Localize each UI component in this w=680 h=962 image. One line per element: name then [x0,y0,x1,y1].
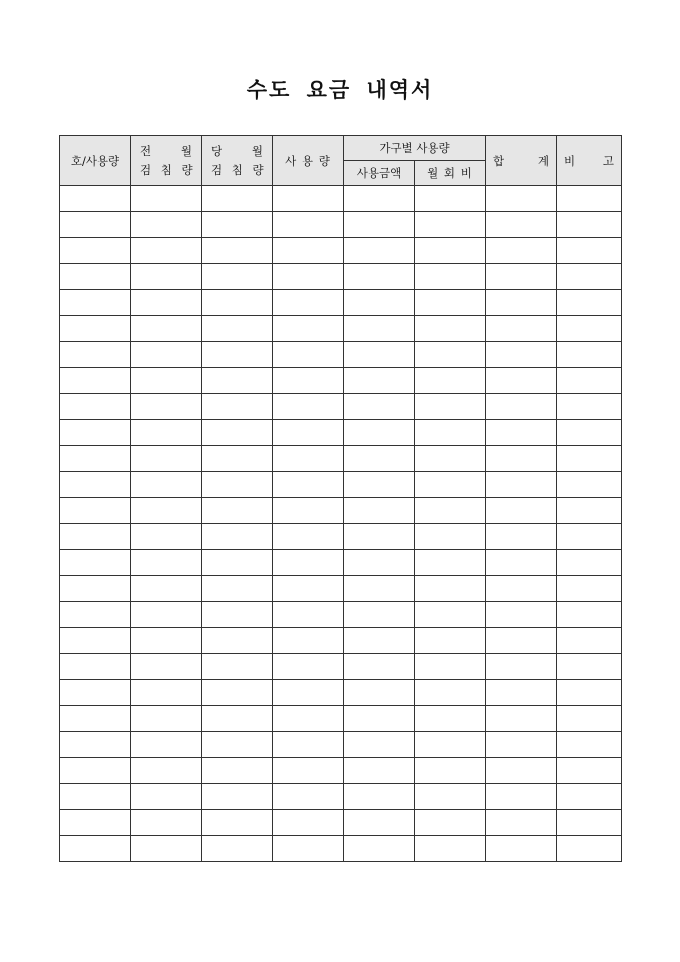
table-cell[interactable] [486,342,557,368]
table-cell[interactable] [273,706,344,732]
table-cell[interactable] [131,654,202,680]
water-bill-table [59,135,622,862]
table-cell[interactable] [273,420,344,446]
table-cell[interactable] [60,498,131,524]
table-cell[interactable] [202,810,273,836]
table-cell[interactable] [344,186,415,212]
table-cell[interactable] [202,706,273,732]
table-cell[interactable] [344,732,415,758]
table-cell[interactable] [273,810,344,836]
table-cell[interactable] [557,602,622,628]
table-cell[interactable] [557,420,622,446]
table-cell[interactable] [131,836,202,862]
table-row [60,810,622,836]
table-cell[interactable] [273,680,344,706]
table-cell[interactable] [202,498,273,524]
table-cell[interactable] [344,836,415,862]
table-cell[interactable] [415,654,486,680]
table-cell[interactable] [60,680,131,706]
table-cell[interactable] [202,238,273,264]
table-cell[interactable] [273,238,344,264]
table-cell[interactable] [60,394,131,420]
table-cell[interactable] [60,654,131,680]
table-cell[interactable] [202,212,273,238]
table-cell[interactable] [486,628,557,654]
table-cell[interactable] [60,186,131,212]
table-cell[interactable] [557,368,622,394]
table-cell[interactable] [344,420,415,446]
table-cell[interactable] [344,810,415,836]
table-cell[interactable] [415,498,486,524]
table-cell[interactable] [557,316,622,342]
table-row [60,342,622,368]
table-cell[interactable] [60,472,131,498]
table-cell[interactable] [415,446,486,472]
table-cell[interactable] [415,342,486,368]
table-row [60,550,622,576]
table-cell[interactable] [131,732,202,758]
table-cell[interactable] [344,576,415,602]
table-cell[interactable] [415,706,486,732]
table-cell[interactable] [131,446,202,472]
header-curr-month-reading: 당 월 검 침 량 [202,136,273,186]
table-cell[interactable] [415,472,486,498]
table-cell[interactable] [344,212,415,238]
table-cell[interactable] [131,186,202,212]
table-cell[interactable] [273,654,344,680]
table-cell[interactable] [131,290,202,316]
table-cell[interactable] [202,732,273,758]
table-header [60,136,622,186]
table-cell[interactable] [557,186,622,212]
table-cell[interactable] [202,758,273,784]
table-cell[interactable] [486,836,557,862]
table-row [60,602,622,628]
table-cell[interactable] [557,524,622,550]
table-cell[interactable] [131,264,202,290]
table-row [60,238,622,264]
table-cell[interactable] [557,732,622,758]
table-cell[interactable] [344,264,415,290]
table-cell[interactable] [415,758,486,784]
table-cell[interactable] [60,212,131,238]
table-row [60,680,622,706]
table-row [60,186,622,212]
table-cell[interactable] [344,680,415,706]
table-cell[interactable] [131,368,202,394]
table-cell[interactable] [344,368,415,394]
table-cell[interactable] [60,290,131,316]
table-cell[interactable] [273,498,344,524]
table-cell[interactable] [415,524,486,550]
table-cell[interactable] [273,316,344,342]
table-cell[interactable] [131,498,202,524]
table-cell[interactable] [131,810,202,836]
table-row [60,290,622,316]
table-cell[interactable] [202,342,273,368]
table-row [60,316,622,342]
table-cell[interactable] [273,524,344,550]
table-cell[interactable] [60,810,131,836]
table-cell[interactable] [60,446,131,472]
table-cell[interactable] [60,550,131,576]
table-cell[interactable] [557,654,622,680]
table-cell[interactable] [344,628,415,654]
table-cell[interactable] [131,420,202,446]
table-cell[interactable] [344,342,415,368]
table-row [60,472,622,498]
table-cell[interactable] [415,680,486,706]
table-cell[interactable] [344,238,415,264]
table-cell[interactable] [557,784,622,810]
header-remarks: 비 고 [557,136,622,186]
table-cell[interactable] [202,186,273,212]
table-cell[interactable] [486,654,557,680]
table-cell[interactable] [273,394,344,420]
table-cell[interactable] [273,446,344,472]
table-cell[interactable] [202,576,273,602]
table-cell[interactable] [131,784,202,810]
table-cell[interactable] [415,836,486,862]
table-cell[interactable] [486,238,557,264]
table-cell[interactable] [557,498,622,524]
table-cell[interactable] [557,394,622,420]
table-cell[interactable] [60,706,131,732]
table-cell[interactable] [415,602,486,628]
table-cell[interactable] [131,680,202,706]
table-cell[interactable] [486,524,557,550]
table-cell[interactable] [202,420,273,446]
table-row [60,498,622,524]
table-cell[interactable] [273,342,344,368]
table-cell[interactable] [557,264,622,290]
table-cell[interactable] [60,758,131,784]
table-cell[interactable] [344,550,415,576]
table-cell[interactable] [344,602,415,628]
header-usage-amount: 사용금액 [344,161,415,186]
header-prev-month-reading: 전 월 검 침 량 [131,136,202,186]
table-cell[interactable] [273,368,344,394]
table-cell[interactable] [60,602,131,628]
table-cell[interactable] [60,342,131,368]
table-cell[interactable] [131,472,202,498]
table-cell[interactable] [344,472,415,498]
table-cell[interactable] [344,290,415,316]
table-cell[interactable] [131,550,202,576]
table-row [60,576,622,602]
table-cell[interactable] [557,628,622,654]
table-row [60,264,622,290]
table-cell[interactable] [415,732,486,758]
table-cell[interactable] [202,784,273,810]
table-row [60,628,622,654]
table-cell[interactable] [131,628,202,654]
table-cell[interactable] [557,810,622,836]
table-cell[interactable] [344,524,415,550]
table-cell[interactable] [557,238,622,264]
table-cell[interactable] [60,628,131,654]
table-row [60,524,622,550]
table-cell[interactable] [486,264,557,290]
table-row [60,758,622,784]
table-cell[interactable] [486,186,557,212]
table-cell[interactable] [415,628,486,654]
table-cell[interactable] [273,576,344,602]
table-cell[interactable] [273,290,344,316]
table-cell[interactable] [557,212,622,238]
table-cell[interactable] [415,264,486,290]
table-cell[interactable] [486,472,557,498]
table-cell[interactable] [557,550,622,576]
table-cell[interactable] [486,576,557,602]
table-cell[interactable] [344,394,415,420]
table-cell[interactable] [557,576,622,602]
header-unit: 호/사용량 [60,136,131,186]
table-cell[interactable] [486,290,557,316]
table-cell[interactable] [60,420,131,446]
table-cell[interactable] [202,654,273,680]
table-cell[interactable] [415,810,486,836]
table-cell[interactable] [486,550,557,576]
table-cell[interactable] [202,680,273,706]
table-row [60,732,622,758]
table-cell[interactable] [557,680,622,706]
table-cell[interactable] [273,472,344,498]
table-cell[interactable] [273,732,344,758]
table-cell[interactable] [273,186,344,212]
table-cell[interactable] [557,342,622,368]
table-cell[interactable] [131,212,202,238]
table-cell[interactable] [60,836,131,862]
table-cell[interactable] [202,524,273,550]
table-cell[interactable] [486,420,557,446]
table-cell[interactable] [344,316,415,342]
table-cell[interactable] [486,706,557,732]
table-cell[interactable] [273,836,344,862]
table-cell[interactable] [131,342,202,368]
table-cell[interactable] [60,784,131,810]
table-row [60,836,622,862]
table-cell[interactable] [131,758,202,784]
table-cell[interactable] [486,732,557,758]
table-cell[interactable] [415,186,486,212]
table-cell[interactable] [60,368,131,394]
table-cell[interactable] [486,784,557,810]
table-cell[interactable] [486,316,557,342]
table-cell[interactable] [60,264,131,290]
table-cell[interactable] [415,238,486,264]
table-row [60,706,622,732]
table-row [60,446,622,472]
table-cell[interactable] [131,706,202,732]
table-cell[interactable] [344,498,415,524]
table-cell[interactable] [557,758,622,784]
header-total: 합 계 [486,136,557,186]
table-cell[interactable] [486,212,557,238]
table-cell[interactable] [131,602,202,628]
table-cell[interactable] [344,758,415,784]
header-monthly-fee: 월 회 비 [415,161,486,186]
table-cell[interactable] [273,758,344,784]
table-cell[interactable] [486,810,557,836]
table-cell[interactable] [273,602,344,628]
table-cell[interactable] [60,732,131,758]
table-cell[interactable] [60,576,131,602]
table-cell[interactable] [415,550,486,576]
table-cell[interactable] [60,238,131,264]
table-cell[interactable] [415,394,486,420]
table-cell[interactable] [557,836,622,862]
table-cell[interactable] [273,784,344,810]
table-row [60,212,622,238]
table-cell[interactable] [131,394,202,420]
table-row [60,368,622,394]
table-cell[interactable] [273,212,344,238]
table-cell[interactable] [557,446,622,472]
table-cell[interactable] [557,706,622,732]
table-cell[interactable] [202,550,273,576]
table-row [60,394,622,420]
table-cell[interactable] [486,680,557,706]
table-body [60,186,622,862]
header-usage: 사 용 량 [273,136,344,186]
table-cell[interactable] [202,290,273,316]
table-cell[interactable] [202,472,273,498]
table-cell[interactable] [486,368,557,394]
table-cell[interactable] [131,316,202,342]
table-row [60,420,622,446]
table-cell[interactable] [202,836,273,862]
table-cell[interactable] [202,264,273,290]
table-cell[interactable] [486,758,557,784]
table-cell[interactable] [273,550,344,576]
table-cell[interactable] [486,446,557,472]
table-cell[interactable] [344,654,415,680]
table-cell[interactable] [415,420,486,446]
table-cell[interactable] [344,784,415,810]
header-household-usage: 가구별 사용량 [344,136,486,161]
table-cell[interactable] [344,706,415,732]
table-cell[interactable] [273,628,344,654]
table-cell[interactable] [557,290,622,316]
table-cell[interactable] [60,316,131,342]
table-cell[interactable] [131,238,202,264]
table-cell[interactable] [486,394,557,420]
table-cell[interactable] [202,394,273,420]
table-cell[interactable] [202,628,273,654]
table-cell[interactable] [60,524,131,550]
table-cell[interactable] [415,368,486,394]
table-cell[interactable] [202,602,273,628]
table-row [60,784,622,810]
table-cell[interactable] [415,290,486,316]
table-cell[interactable] [415,784,486,810]
table-cell[interactable] [486,602,557,628]
table-cell[interactable] [202,368,273,394]
table-cell[interactable] [344,446,415,472]
table-row [60,654,622,680]
document-title: 수도 요금 내역서 [246,77,434,102]
table-cell[interactable] [202,446,273,472]
table-cell[interactable] [131,524,202,550]
table-cell[interactable] [202,316,273,342]
table-cell[interactable] [273,264,344,290]
table-cell[interactable] [557,472,622,498]
table-cell[interactable] [415,316,486,342]
table-cell[interactable] [486,498,557,524]
table-cell[interactable] [415,576,486,602]
table-cell[interactable] [415,212,486,238]
table-cell[interactable] [131,576,202,602]
